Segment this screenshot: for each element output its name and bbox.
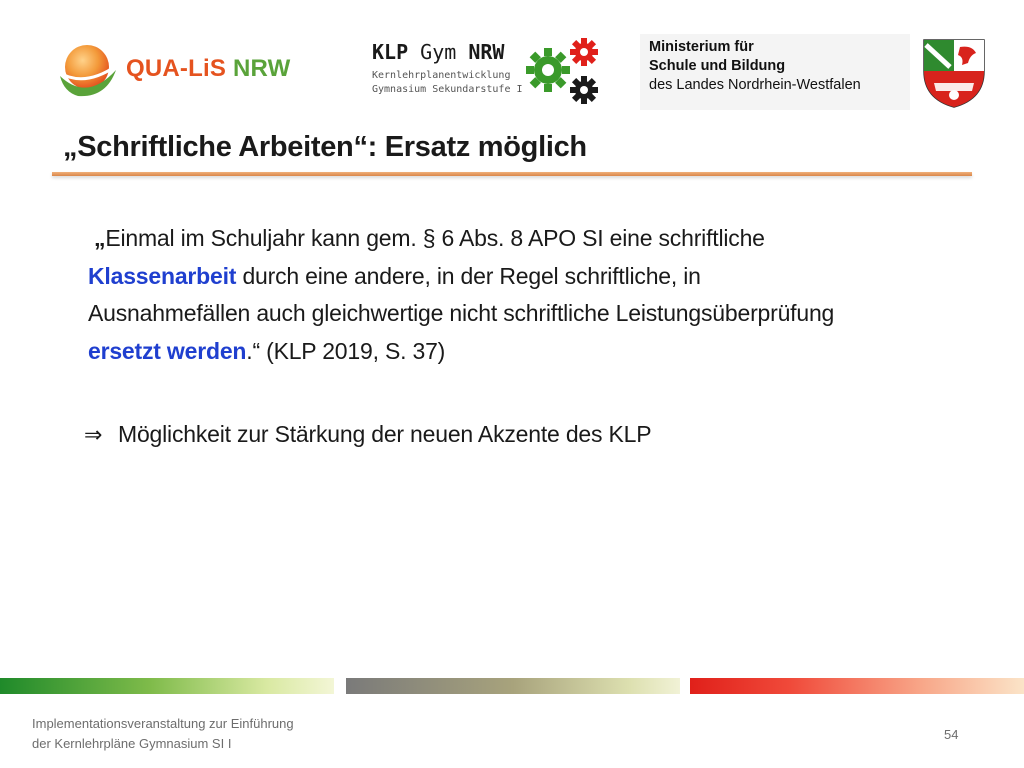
implication-text: Möglichkeit zur Stärkung der neuen Akzente des KLP (118, 421, 652, 447)
qualis-wordmark (126, 54, 290, 84)
ministry-logo (640, 34, 990, 110)
qualis-emblem-icon (54, 40, 120, 102)
quote-segment-2: durch eine andere, in der Regel schriftliche, in Ausnahmefällen auch gleichwertige nicht schriftliche Leistungsüberprüfung (88, 262, 835, 326)
ministry-name-line-1: Ministerium für (649, 39, 754, 55)
slide-title: „Schriftliche Arbeiten“: Ersatz möglich (63, 131, 587, 163)
klp-subtitle-line-1: Kernlehrplanentwicklung (372, 70, 511, 81)
title-underline (52, 172, 972, 176)
gears-icon (526, 36, 606, 106)
qualis-wordmark-part-2: NRW (232, 55, 291, 82)
footer-bar-red (690, 678, 1024, 694)
quote-paragraph (88, 220, 858, 370)
quote-segment-3: .“ (KLP 2019, S. 37) (246, 337, 446, 364)
klp-title-part-3: NRW (468, 40, 505, 64)
quote-segment-1: Einmal im Schuljahr kann gem. § 6 Abs. 8 APO SI eine schriftliche (105, 225, 765, 251)
nrw-coat-of-arms-icon (920, 37, 988, 109)
ministry-name-line-3: des Landes Nordrhein-Westfalen (649, 77, 861, 93)
qualis-nrw-logo (54, 38, 304, 104)
footer-bar-grey (346, 678, 680, 694)
ministry-name-line-2: Schule und Bildung (649, 58, 786, 74)
quote-open-mark: „ (94, 225, 106, 251)
klp-logo-title (372, 40, 504, 64)
qualis-wordmark-part-1: QUA-LiS (126, 55, 227, 82)
klp-subtitle-line-2: Gymnasium Sekundarstufe I (372, 84, 523, 95)
footer-bar-green (0, 678, 334, 694)
highlight-ersetzt-werden: ersetzt werden (88, 337, 247, 364)
implication-line (84, 416, 651, 453)
highlight-klassenarbeit: Klassenarbeit (88, 262, 237, 289)
footer-text-line-1: Implementationsveranstaltung zur Einführung (32, 716, 294, 731)
klp-title-part-2: Gym (420, 40, 457, 64)
implies-arrow-icon: ⇒ (84, 422, 103, 447)
klp-title-part-1: KLP (372, 40, 409, 64)
page-number: 54 (944, 727, 959, 742)
klp-gym-nrw-logo (368, 36, 608, 106)
footer-text-line-2: der Kernlehrpläne Gymnasium SI I (32, 736, 232, 751)
